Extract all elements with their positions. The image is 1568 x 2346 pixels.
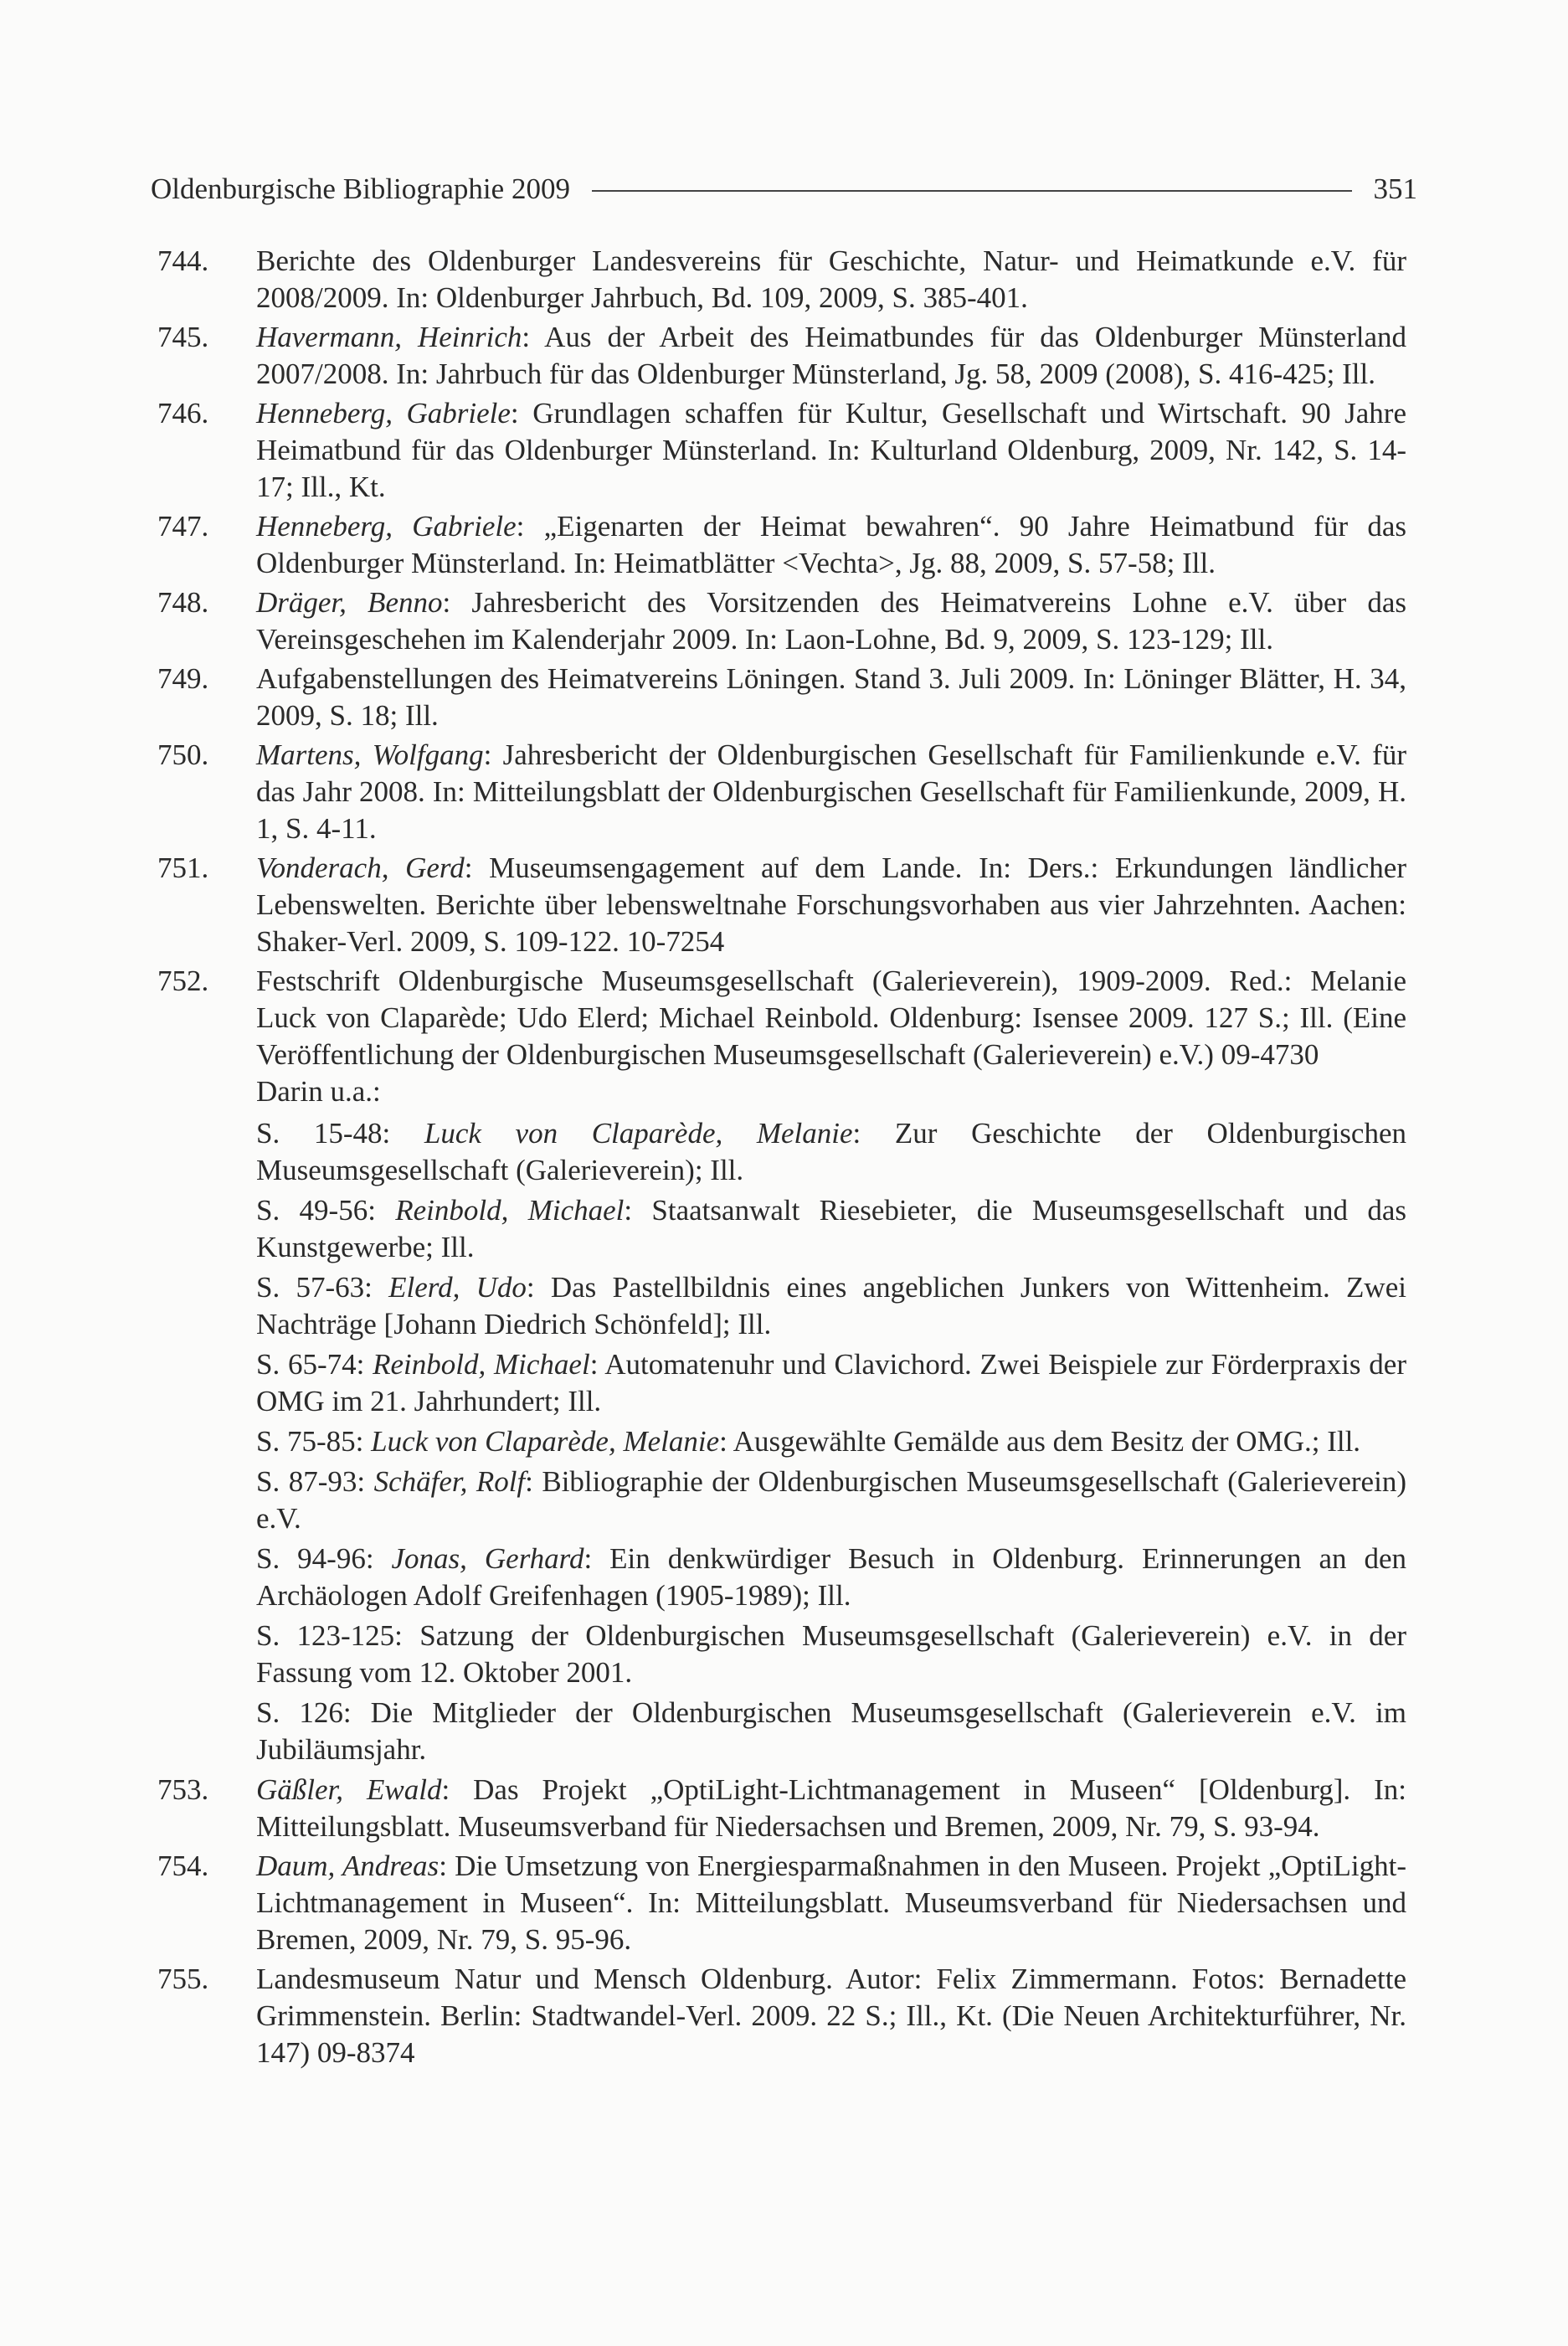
contents-item — [256, 1695, 1406, 1768]
bibliography-entry — [157, 1772, 1406, 1845]
entry-number: 744. — [157, 244, 209, 277]
contents-pages: S. 49-56: — [256, 1194, 396, 1227]
contents-pages: S. 15-48: — [256, 1117, 424, 1150]
entry-number: 748. — [157, 586, 209, 619]
contents-author: Reinbold, Michael — [395, 1194, 625, 1227]
bibliography-entry — [157, 1848, 1406, 1958]
contents-author: Schäfer, Rolf — [373, 1465, 526, 1498]
contents-pages: S. 87-93: — [256, 1465, 374, 1498]
contents-author: Reinbold, Michael — [373, 1348, 590, 1381]
entry-text: : Jahresbericht der Oldenburgischen Gesellschaft für Familienkunde e.V. für das Jahr 2008. In: Mitteilungsblatt der Oldenburgischen Gesellschaft für Familienkunde, 2009, H. 1, S. 4-11. — [256, 738, 1406, 845]
contents-text: : Automatenuhr und Clavichord. Zwei Beispiele zur Förderpraxis der OMG im 21. Jahrhundert; Ill. — [256, 1348, 1406, 1417]
contents-text: : Das Pastellbildnis eines angeblichen Junkers von Wittenheim. Zwei Nachträge [Johann Diedrich Schönfeld]; Ill. — [256, 1271, 1406, 1340]
entry-number: 747. — [157, 510, 209, 543]
entry-text: : Museumsengagement auf dem Lande. In: Ders.: Erkundungen ländlicher Lebenswelten. Berichte über lebensweltnahe Forschungsvorhaben aus vier Jahrzehnten. Aachen: Shaker-Verl. 2009, S. 109-122. 10-7254 — [256, 851, 1406, 958]
entry-text: Berichte des Oldenburger Landesvereins für Geschichte, Natur- und Heimatkunde e.V. für 2008/2009. In: Oldenburger Jahrbuch, Bd. 109, 2009, S. 385-401. — [256, 244, 1406, 314]
contents-text: : Ausgewählte Gemälde aus dem Besitz der OMG.; Ill. — [719, 1425, 1361, 1458]
entry-text: Festschrift Oldenburgische Museumsgesellschaft (Galerieverein), 1909-2009. Red.: Melanie Luck von Claparède; Udo Elerd; Michael Reinbold. Oldenburg: Isensee 2009. 127 S.; Ill. (Eine Veröffentlichung der Oldenburgischen Museumsgesellschaft (Galerieverein) e.V.) 09-4730 — [256, 965, 1406, 1071]
entry-number: 754. — [157, 1850, 209, 1882]
contents-heading: Darin u.a.: — [256, 1075, 381, 1108]
entry-author: Dräger, Benno — [256, 586, 443, 619]
contents-pages: S. 126: — [256, 1696, 371, 1729]
bibliography-entry — [157, 737, 1406, 847]
entry-number: 753. — [157, 1773, 209, 1806]
bibliography-list — [157, 243, 1406, 2074]
entry-text: : Grundlagen schaffen für Kultur, Gesellschaft und Wirtschaft. 90 Jahre Heimatbund für das Oldenburger Münsterland. In: Kulturland Oldenburg, 2009, Nr. 142, S. 14-17; Ill., Kt. — [256, 397, 1406, 503]
entry-author: Gäßler, Ewald — [256, 1773, 442, 1806]
bibliography-entry — [157, 850, 1406, 960]
bibliography-entry — [157, 243, 1406, 316]
entry-author: Martens, Wolfgang — [256, 738, 484, 771]
contents-text: : Bibliographie der Oldenburgischen Museumsgesellschaft (Galerieverein) e.V. — [256, 1465, 1406, 1535]
contents-text: Satzung der Oldenburgischen Museumsgesellschaft (Galerieverein) e.V. in der Fassung vom 12. Oktober 2001. — [256, 1619, 1406, 1689]
entry-text: : „Eigenarten der Heimat bewahren“. 90 Jahre Heimatbund für das Oldenburger Münsterland. In: Heimatblätter <Vechta>, Jg. 88, 2009, S. 57-58; Ill. — [256, 510, 1406, 579]
entry-number: 746. — [157, 397, 209, 430]
contents-item — [256, 1618, 1406, 1691]
entry-number: 749. — [157, 662, 209, 695]
contents-item — [256, 1423, 1406, 1460]
entry-author: Henneberg, Gabriele — [256, 510, 517, 543]
contents-pages: S. 57-63: — [256, 1271, 389, 1304]
contents-author: Elerd, Udo — [388, 1271, 527, 1304]
contents-pages: S. 75-85: — [256, 1425, 372, 1458]
bibliography-entry — [157, 584, 1406, 658]
bibliography-entry — [157, 963, 1406, 1768]
contents-item — [256, 1346, 1406, 1420]
entry-number: 745. — [157, 321, 209, 353]
bibliography-entry — [157, 395, 1406, 506]
contents-item — [256, 1541, 1406, 1614]
entry-text: Landesmuseum Natur und Mensch Oldenburg. Autor: Felix Zimmermann. Fotos: Bernadette Grimmenstein. Berlin: Stadtwandel-Verl. 2009. 22 S.; Ill., Kt. (Die Neuen Architekturführer, Nr. 147) 09-8374 — [256, 1963, 1406, 2069]
bibliography-entry — [157, 508, 1406, 582]
entry-number: 751. — [157, 851, 209, 884]
contents-text: : Zur Geschichte der Oldenburgischen Museumsgesellschaft (Galerieverein); Ill. — [256, 1117, 1406, 1186]
entry-author: Henneberg, Gabriele — [256, 397, 511, 430]
entry-author: Vonderach, Gerd — [256, 851, 465, 884]
contents-pages: S. 94-96: — [256, 1542, 392, 1575]
contents-item — [256, 1464, 1406, 1537]
entry-text: Aufgabenstellungen des Heimatvereins Löningen. Stand 3. Juli 2009. In: Löninger Blätter, H. 34, 2009, S. 18; Ill. — [256, 662, 1406, 732]
running-header — [151, 172, 1417, 206]
page-number: 351 — [1373, 172, 1417, 205]
contents-author: Luck von Claparède, Melanie — [371, 1425, 720, 1458]
contents-item — [256, 1192, 1406, 1266]
contents-pages: S. 65-74: — [256, 1348, 373, 1381]
contents-item — [256, 1115, 1406, 1189]
contents-item — [256, 1269, 1406, 1343]
entry-number: 755. — [157, 1963, 209, 1995]
entry-text: : Aus der Arbeit des Heimatbundes für das Oldenburger Münsterland 2007/2008. In: Jahrbuch für das Oldenburger Münsterland, Jg. 58, 2009 (2008), S. 416-425; Ill. — [256, 321, 1406, 390]
entry-number: 752. — [157, 965, 209, 997]
contents-text: : Staatsanwalt Riesebieter, die Museumsgesellschaft und das Kunstgewerbe; Ill. — [256, 1194, 1406, 1263]
contents-list — [256, 1115, 1406, 1768]
entry-author: Daum, Andreas — [256, 1850, 440, 1882]
bibliography-entry — [157, 319, 1406, 393]
contents-author: Luck von Claparède, Melanie — [424, 1117, 853, 1150]
entry-text: : Jahresbericht des Vorsitzenden des Heimatvereins Lohne e.V. über das Vereinsgeschehen im Kalenderjahr 2009. In: Laon-Lohne, Bd. 9, 2009, S. 123-129; Ill. — [256, 586, 1407, 656]
contents-text: Die Mitglieder der Oldenburgischen Museumsgesellschaft (Galerieverein e.V. im Jubiläumsjahr. — [256, 1696, 1406, 1766]
contents-author: Jonas, Gerhard — [391, 1542, 584, 1575]
bibliography-entry — [157, 661, 1406, 734]
entry-text: : Die Umsetzung von Energiesparmaßnahmen in den Museen. Projekt „OptiLight-Lichtmanagement in Museen“. In: Mitteilungsblatt. Museumsverband für Niedersachsen und Bremen, 2009, Nr. 79, S. 95-96. — [256, 1850, 1406, 1956]
bibliography-entry — [157, 1961, 1406, 2071]
entry-text: : Das Projekt „OptiLight-Lichtmanagement in Museen“ [Oldenburg]. In: Mitteilungsblatt. Museumsverband für Niedersachsen und Bremen, 2009, Nr. 79, S. 93-94. — [256, 1773, 1406, 1843]
entry-number: 750. — [157, 738, 209, 771]
running-title: Oldenburgische Bibliographie 2009 — [151, 172, 570, 205]
header-rule — [592, 190, 1352, 192]
contents-pages: S. 123-125: — [256, 1619, 420, 1652]
entry-author: Havermann, Heinrich — [256, 321, 522, 353]
contents-text: : Ein denkwürdiger Besuch in Oldenburg. Erinnerungen an den Archäologen Adolf Greifenhagen (1905-1989); Ill. — [256, 1542, 1406, 1612]
